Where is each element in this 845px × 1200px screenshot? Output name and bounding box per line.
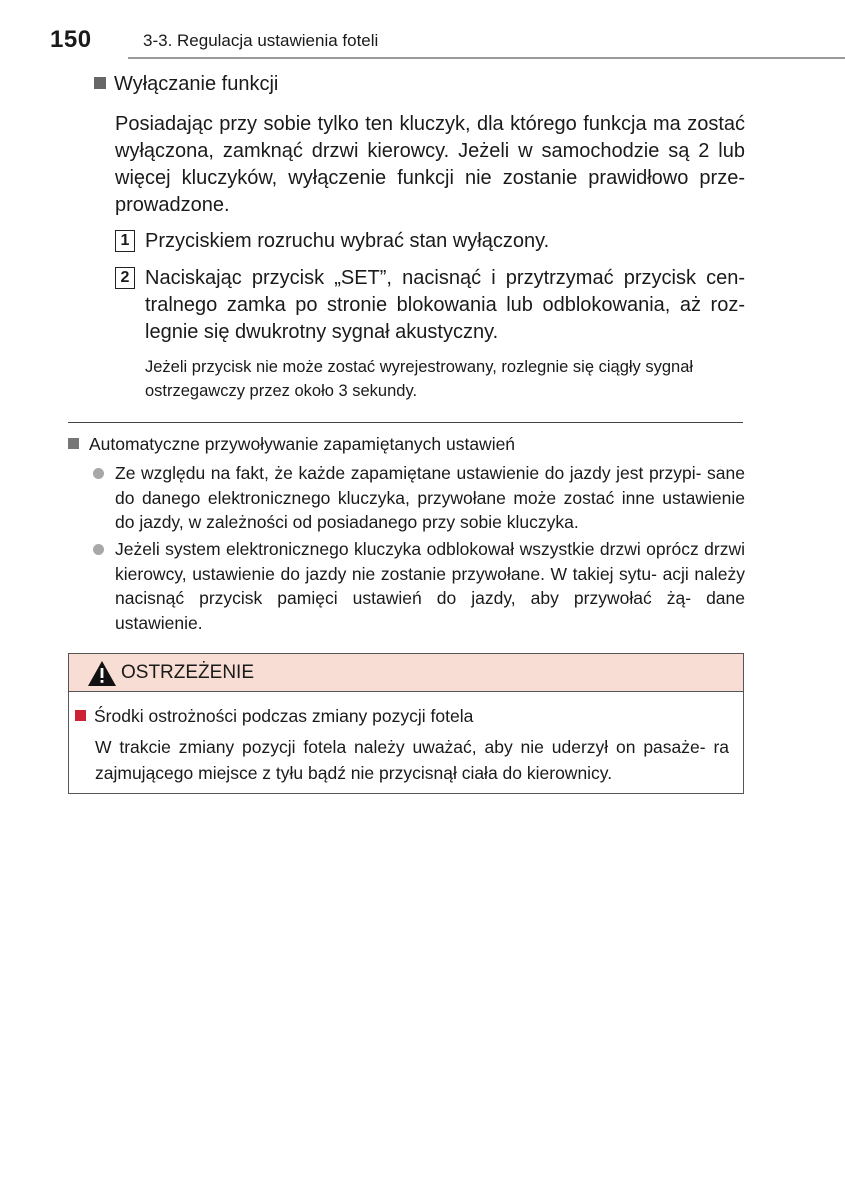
paragraph-line: wyłączona, zamknąć drzwi kierowcy. Jeżeli w samochodzie są 2 lub (115, 140, 745, 162)
bullet-item (93, 461, 745, 535)
section-title: 3-3. Regulacja ustawienia foteli (143, 31, 379, 50)
disable-function-heading (94, 73, 278, 96)
bullet-text (115, 461, 745, 535)
bullet-line: drzwi kierowcy, ustawienie do jazdy nie zostanie przywołane. W takiej sytu- (115, 539, 746, 584)
disable-function-paragraph (115, 111, 745, 219)
bullet-item (93, 537, 745, 635)
page-number: 150 (50, 26, 92, 53)
bullet-line: acji należy nacisnąć przycisk pamięci ustawień do jazdy, aby przywołać żą- (115, 563, 745, 608)
bullet-line: sane do danego elektronicznego kluczyka, przywołane może zostać inne (115, 463, 745, 508)
header-rule (128, 57, 845, 59)
paragraph-line: Posiadając przy sobie tylko ten kluczyk, dla którego funkcja ma zostać (115, 113, 745, 135)
step-line: tralnego zamka po stronie blokowania lub odblokowania, aż roz- (145, 294, 745, 316)
circle-bullet-icon (93, 544, 104, 555)
warning-triangle-icon (87, 660, 117, 687)
square-bullet-icon (94, 77, 106, 89)
warning-line: W trakcie zmiany pozycji fotela należy uważać, aby nie uderzył on pasaże- (95, 737, 706, 757)
circle-bullet-icon (93, 468, 104, 479)
auto-recall-heading (68, 434, 515, 455)
note-line: Jeżeli przycisk nie może zostać wyrejestrowany, rozlegnie się ciągły sygnał (145, 358, 694, 376)
warning-subheading-text: Środki ostrożności podczas zmiany pozycji fotela (94, 706, 474, 726)
step-number-badge: 1 (115, 230, 135, 252)
step-1 (115, 228, 745, 255)
step-line: Przyciskiem rozruchu wybrać stan wyłączony. (145, 230, 550, 252)
step-number-badge: 2 (115, 267, 135, 289)
step-text (145, 265, 745, 346)
page-header (0, 24, 845, 58)
step-2 (115, 265, 745, 346)
paragraph-line: prowadzone. (115, 194, 230, 216)
bullet-text (115, 537, 745, 635)
warning-box (68, 653, 744, 794)
red-square-bullet-icon (75, 710, 86, 721)
warning-header (69, 654, 743, 692)
bullet-line: dane ustawienie. (115, 588, 745, 633)
paragraph-line: więcej kluczyków, wyłączenie funkcji nie zostanie prawidłowo prze- (115, 167, 745, 189)
bullet-line: Jeżeli system elektronicznego kluczyka odblokował wszystkie drzwi oprócz (115, 539, 699, 559)
disable-function-heading-text: Wyłączanie funkcji (114, 73, 279, 95)
warning-line: ra zajmującego miejsce z tyłu bądź nie przycisnął ciała do kierownicy. (95, 737, 730, 783)
bullet-line: ustawienie do jazdy, w zależności od posiadanego przy sobie kluczyka. (115, 487, 745, 532)
section-divider (68, 422, 743, 423)
bullet-line: Ze względu na fakt, że każde zapamiętane ustawienie do jazdy jest przypi- (115, 463, 702, 483)
note-line: ostrzegawczy przez około 3 sekundy. (145, 382, 418, 400)
warning-title: OSTRZEŻENIE (121, 662, 255, 683)
step-line: Naciskając przycisk „SET”, nacisnąć i przytrzymać przycisk cen- (145, 267, 745, 289)
auto-recall-heading-text: Automatyczne przywoływanie zapamiętanych ustawień (89, 434, 516, 454)
step-line: legnie się dwukrotny sygnał akustyczny. (145, 321, 499, 343)
square-bullet-icon (68, 438, 79, 449)
warning-subheading (75, 706, 473, 727)
note-text (145, 355, 745, 403)
warning-text (95, 735, 729, 786)
step-text (145, 228, 745, 255)
